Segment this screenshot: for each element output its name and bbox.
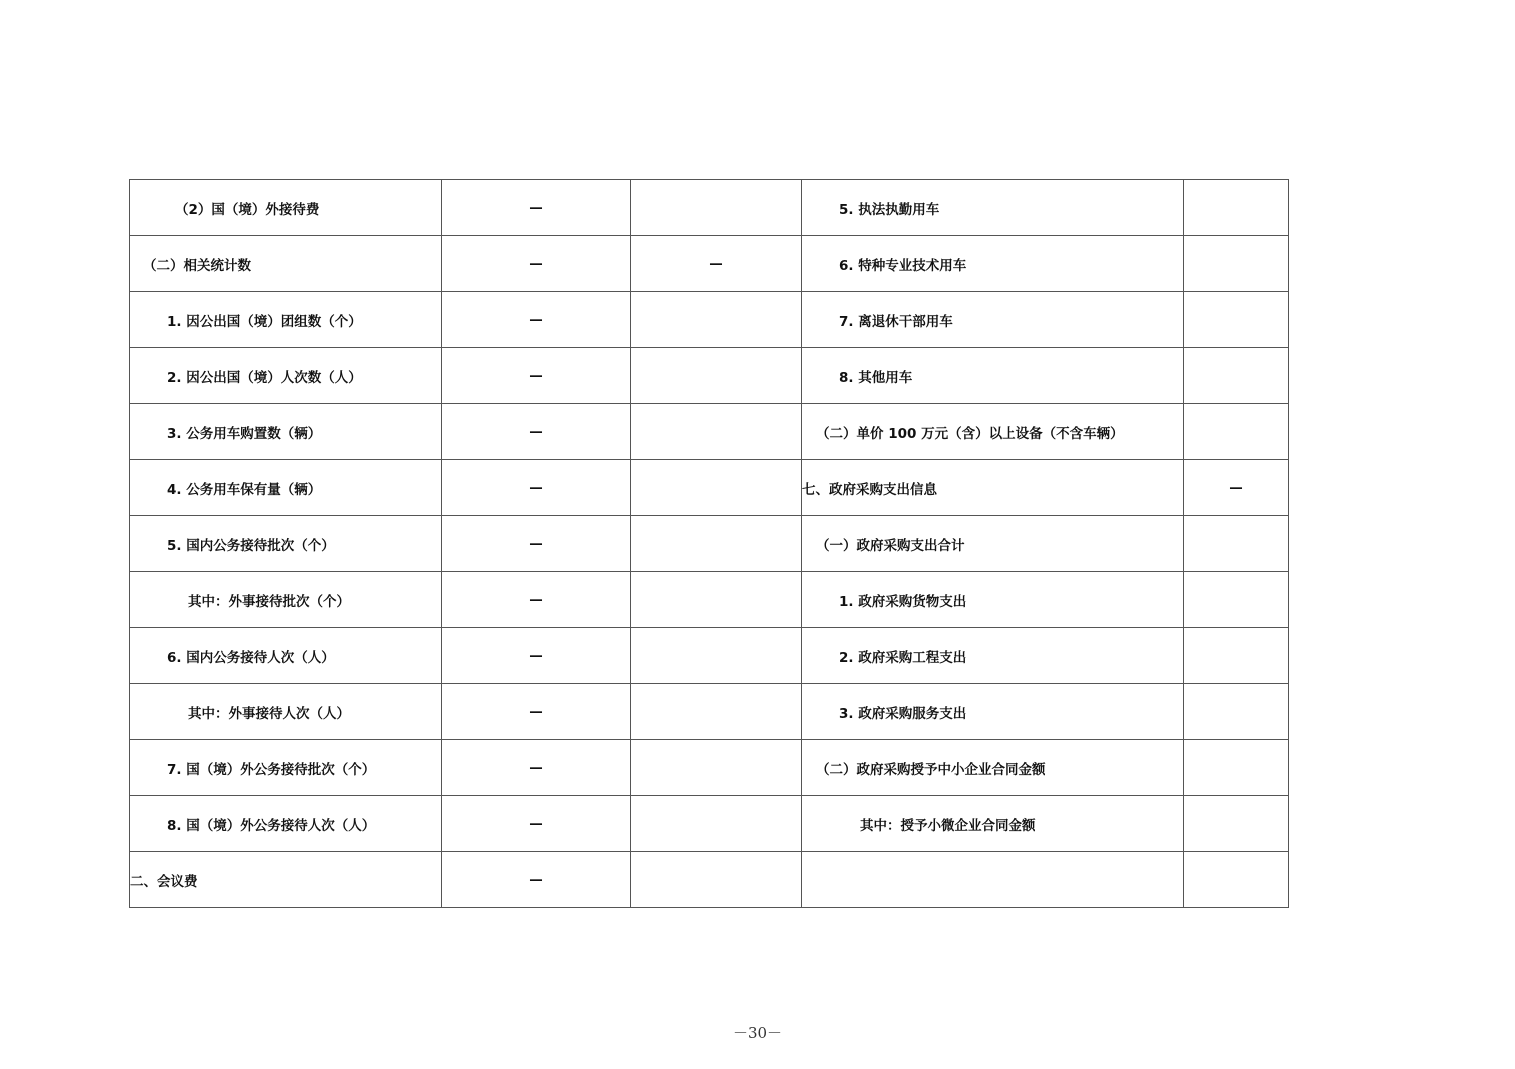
row-label-right: 3. 政府采购服务支出: [802, 684, 1184, 740]
row-label: 2. 因公出国（境）人次数（人）: [130, 348, 442, 404]
value-cell-2: [631, 516, 802, 572]
table-row: [130, 796, 1289, 852]
value-cell-3: [1184, 292, 1289, 348]
value-cell-1: —: [442, 740, 631, 796]
row-label-right: （一）政府采购支出合计: [802, 516, 1184, 572]
value-cell-1: —: [442, 796, 631, 852]
row-label-right: 七、政府采购支出信息: [802, 460, 1184, 516]
value-cell-2: [631, 796, 802, 852]
value-cell-2: [631, 404, 802, 460]
value-cell-1: —: [442, 572, 631, 628]
row-label: 7. 国（境）外公务接待批次（个）: [130, 740, 442, 796]
value-cell-1: —: [442, 684, 631, 740]
row-label: 其中：外事接待批次（个）: [130, 572, 442, 628]
table-row: [130, 180, 1289, 236]
value-cell-3: [1184, 180, 1289, 236]
value-cell-1: —: [442, 460, 631, 516]
page-number: －30－: [732, 1024, 783, 1042]
value-cell-2: [631, 572, 802, 628]
value-cell-2: [631, 460, 802, 516]
value-cell-3: [1184, 628, 1289, 684]
table-row: [130, 516, 1289, 572]
table-row: [130, 236, 1289, 292]
table-row: [130, 740, 1289, 796]
value-cell-3: —: [1184, 460, 1289, 516]
row-label: （二）相关统计数: [130, 236, 442, 292]
row-label: 8. 国（境）外公务接待人次（人）: [130, 796, 442, 852]
table-row: [130, 852, 1289, 908]
value-cell-3: [1184, 236, 1289, 292]
row-label-right: 7. 离退休干部用车: [802, 292, 1184, 348]
value-cell-2: —: [631, 236, 802, 292]
row-label: （2）国（境）外接待费: [130, 180, 442, 236]
row-label: 其中：外事接待人次（人）: [130, 684, 442, 740]
row-label: 6. 国内公务接待人次（人）: [130, 628, 442, 684]
value-cell-1: —: [442, 404, 631, 460]
value-cell-1: —: [442, 348, 631, 404]
table-body: [130, 180, 1289, 908]
value-cell-2: [631, 852, 802, 908]
row-label: 5. 国内公务接待批次（个）: [130, 516, 442, 572]
table-row: [130, 292, 1289, 348]
value-cell-2: [631, 740, 802, 796]
table-row: [130, 460, 1289, 516]
row-label-right: 其中：授予小微企业合同金额: [802, 796, 1184, 852]
value-cell-2: [631, 684, 802, 740]
value-cell-2: [631, 628, 802, 684]
value-cell-1: —: [442, 628, 631, 684]
table-row: [130, 684, 1289, 740]
row-label-right: 5. 执法执勤用车: [802, 180, 1184, 236]
value-cell-1: —: [442, 852, 631, 908]
value-cell-3: [1184, 796, 1289, 852]
value-cell-3: [1184, 852, 1289, 908]
row-label-right: 1. 政府采购货物支出: [802, 572, 1184, 628]
value-cell-1: —: [442, 180, 631, 236]
value-cell-2: [631, 180, 802, 236]
row-label: 1. 因公出国（境）团组数（个）: [130, 292, 442, 348]
value-cell-3: [1184, 684, 1289, 740]
row-label-right: 2. 政府采购工程支出: [802, 628, 1184, 684]
table-row: [130, 628, 1289, 684]
value-cell-2: [631, 292, 802, 348]
statistics-table: [129, 179, 1289, 908]
row-label-right: （二）单价 100 万元（含）以上设备（不含车辆）: [802, 404, 1184, 460]
value-cell-3: [1184, 572, 1289, 628]
value-cell-3: [1184, 516, 1289, 572]
row-label-right: [802, 852, 1184, 908]
value-cell-3: [1184, 740, 1289, 796]
row-label-right: （二）政府采购授予中小企业合同金额: [802, 740, 1184, 796]
table-row: [130, 404, 1289, 460]
value-cell-2: [631, 348, 802, 404]
row-label-right: 8. 其他用车: [802, 348, 1184, 404]
table-row: [130, 348, 1289, 404]
row-label: 3. 公务用车购置数（辆）: [130, 404, 442, 460]
value-cell-1: —: [442, 236, 631, 292]
row-label: 4. 公务用车保有量（辆）: [130, 460, 442, 516]
table-row: [130, 572, 1289, 628]
value-cell-1: —: [442, 516, 631, 572]
value-cell-3: [1184, 404, 1289, 460]
value-cell-1: —: [442, 292, 631, 348]
row-label: 二、会议费: [130, 852, 442, 908]
row-label-right: 6. 特种专业技术用车: [802, 236, 1184, 292]
value-cell-3: [1184, 348, 1289, 404]
